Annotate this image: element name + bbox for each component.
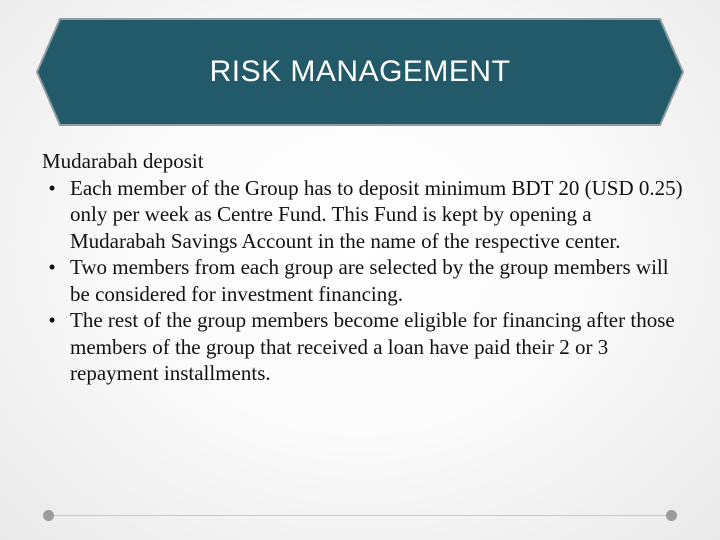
bullet-item: [42, 254, 692, 307]
bullet-text: The rest of the group members become eligible for financing after those members of the group that received a loan have paid their 2 or 3 repayment installments.: [70, 308, 675, 385]
bullet-item: [42, 175, 692, 255]
bullet-text: Each member of the Group has to deposit minimum BDT 20 (USD 0.25) only per week as Centre Fund. This Fund is kept by opening a Mudarabah Savings Account in the name of the respective center.: [70, 175, 683, 253]
slide-body: [42, 148, 692, 387]
footer-divider: [48, 515, 672, 516]
bullet-icon: •: [48, 255, 56, 279]
bullet-text: Two members from each group are selected by the group members will be considered for investment financing.: [70, 255, 669, 306]
bullet-icon: •: [48, 308, 56, 332]
footer-dot-left: [43, 510, 54, 521]
bullet-list: [42, 175, 692, 387]
bullet-item: [42, 307, 692, 387]
footer-dot-right: [666, 510, 677, 521]
bullet-icon: •: [48, 175, 56, 200]
title-banner: [36, 18, 684, 126]
section-heading: Mudarabah deposit: [42, 149, 204, 173]
slide-title: RISK MANAGEMENT: [209, 55, 511, 88]
